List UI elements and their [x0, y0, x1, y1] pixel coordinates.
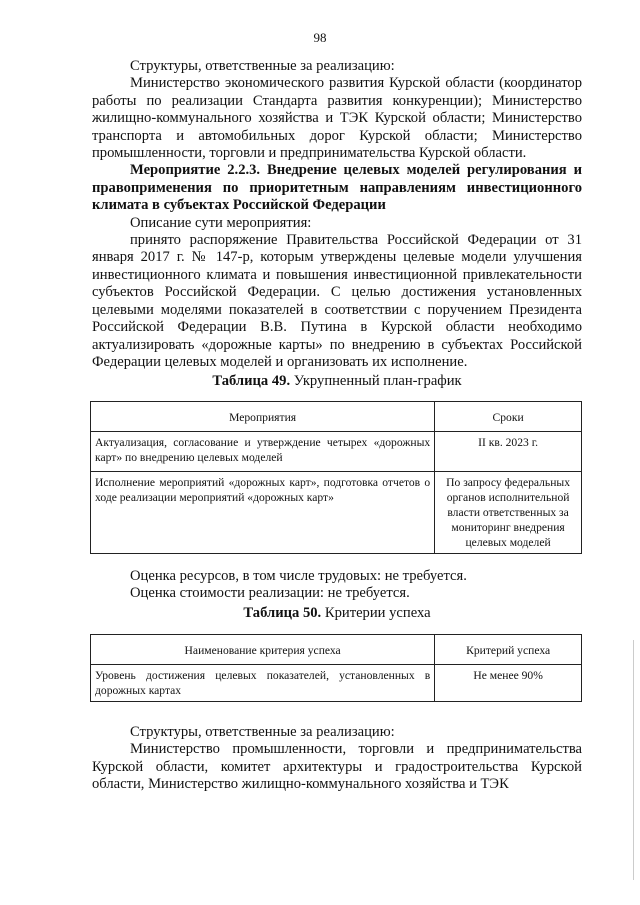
table-cell-event: Исполнение мероприятий «дорожных карт», подготовка отчетов о ходе реализации мероприятий «дорожных карт» — [91, 471, 435, 553]
table-row — [91, 471, 582, 553]
measure-title: Мероприятие 2.2.3. Внедрение целевых моделей регулирования и правоприменения по приоритетным направлениям инвестиционного климата в субъектах Российской Федерации — [92, 162, 582, 214]
page-number: 98 — [313, 30, 327, 45]
table-header-cell: Мероприятия — [91, 401, 435, 431]
table-49 — [90, 401, 582, 554]
measure-description-label: Описание сути мероприятия: — [130, 214, 312, 231]
table-header-row — [91, 401, 582, 431]
table-49-caption — [92, 373, 582, 390]
table-50-caption — [92, 605, 582, 622]
table-50-caption-title: Критерии успеха — [321, 604, 431, 621]
table-49-caption-number: Таблица 49. — [212, 373, 291, 390]
responsible-heading-1: Структуры, ответственные за реализацию: — [130, 58, 395, 74]
table-header-cell: Критерий успеха — [435, 634, 582, 664]
table-header-row — [91, 634, 582, 664]
table-cell-value: Не менее 90% — [435, 664, 582, 701]
table-cell-term: По запросу федеральных органов исполнительной власти ответственных за мониторинг внедрения целевых моделей — [435, 471, 582, 553]
resources-estimate: Оценка ресурсов, в том числе трудовых: не требуется. — [130, 567, 467, 584]
table-cell-term: II кв. 2023 г. — [435, 431, 582, 471]
table-50 — [90, 634, 582, 702]
table-cell-criterion: Уровень достижения целевых показателей, установленных в дорожных картах — [91, 664, 435, 701]
responsible-text-1: Министерство экономического развития Курской области (координатор работы по реализации Стандарта развития конкуренции); Министерство жилищно-коммунального хозяйства и ТЭК Курской области; Министерство транспорта и автомобильных дорог Курской области; Министерство промышленности, торговли и предпринимательства Курской области. — [92, 75, 582, 162]
table-row — [91, 431, 582, 471]
responsible-text-2: Министерство промышленности, торговли и предпринимательства Курской области, комитет архитектуры и градостроительства Курской области, Министерство жилищно-коммунального хозяйства и ТЭК — [92, 741, 582, 793]
scan-edge-line — [633, 640, 634, 880]
responsible-heading-2: Структуры, ответственные за реализацию: — [130, 723, 395, 740]
table-50-caption-number: Таблица 50. — [243, 604, 322, 621]
table-row — [91, 664, 582, 701]
cost-estimate: Оценка стоимости реализации: не требуется. — [130, 585, 410, 602]
measure-description: принято распоряжение Правительства Российской Федерации от 31 января 2017 г. № 147-р, которым утверждены целевые модели улучшения инвестиционного климата и повышения инвестиционной привлекательности субъектов Российской Федерации. С целью достижения установленных целевыми моделями показателей в соответствии с поручением Президента Российской Федерации В.В. Путина в Курской области необходимо актуализировать «дорожные карты» по внедрению в субъектах Российской Федерации целевых моделей и организовать их исполнение. — [92, 232, 582, 370]
table-cell-event: Актуализация, согласование и утверждение четырех «дорожных карт» по внедрению целевых моделей — [91, 431, 435, 471]
document-body — [92, 58, 582, 794]
table-49-caption-title: Укрупненный план-график — [290, 373, 462, 390]
table-header-cell: Наименование критерия успеха — [91, 634, 435, 664]
table-header-cell: Сроки — [435, 401, 582, 431]
